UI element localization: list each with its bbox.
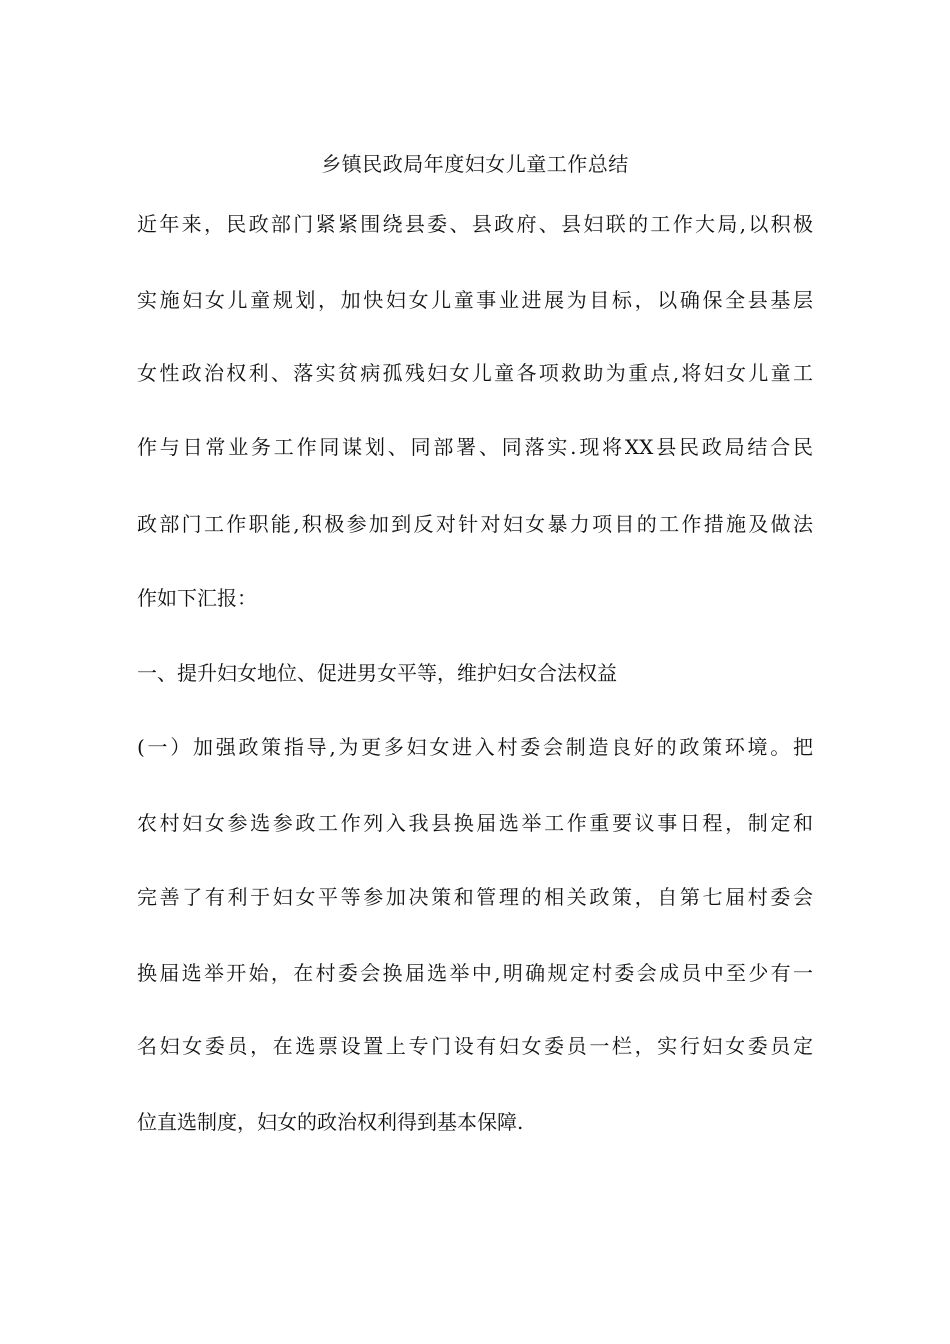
subsection-line-2: 农村妇女参选参政工作列入我县换届选举工作重要议事日程，制定和 [137,811,813,835]
intro-line-4: 作与日常业务工作同谋划、同部署、同落实.现将XX县民政局结合民 [137,435,813,459]
document-title: 乡镇民政局年度妇女儿童工作总结 [321,152,629,176]
subsection-line-6: 位直选制度，妇女的政治权利得到基本保障. [137,1110,524,1134]
intro-line-1: 近年来，民政部门紧紧围绕县委、县政府、县妇联的工作大局,以积极 [137,212,813,236]
intro-line-2: 实施妇女儿童规划，加快妇女儿童事业进展为目标，以确保全县基层 [137,288,813,312]
subsection-line-5: 名妇女委员，在选票设置上专门设有妇女委员一栏，实行妇女委员定 [137,1034,813,1058]
subsection-line-4: 换届选举开始，在村委会换届选举中,明确规定村委会成员中至少有一 [137,961,813,985]
subsection-line-1: (一）加强政策指导,为更多妇女进入村委会制造良好的政策环境。把 [137,735,813,759]
intro-line-5: 政部门工作职能,积极参加到反对针对妇女暴力项目的工作措施及做法 [137,512,813,536]
section-heading: 一、提升妇女地位、促进男女平等，维护妇女合法权益 [137,661,617,685]
intro-line-3: 女性政治权利、落实贫病孤残妇女儿童各项救助为重点,将妇女儿童工 [137,361,813,385]
intro-line-6: 作如下汇报： [137,586,257,610]
subsection-line-3: 完善了有利于妇女平等参加决策和管理的相关政策，自第七届村委会 [137,885,813,909]
